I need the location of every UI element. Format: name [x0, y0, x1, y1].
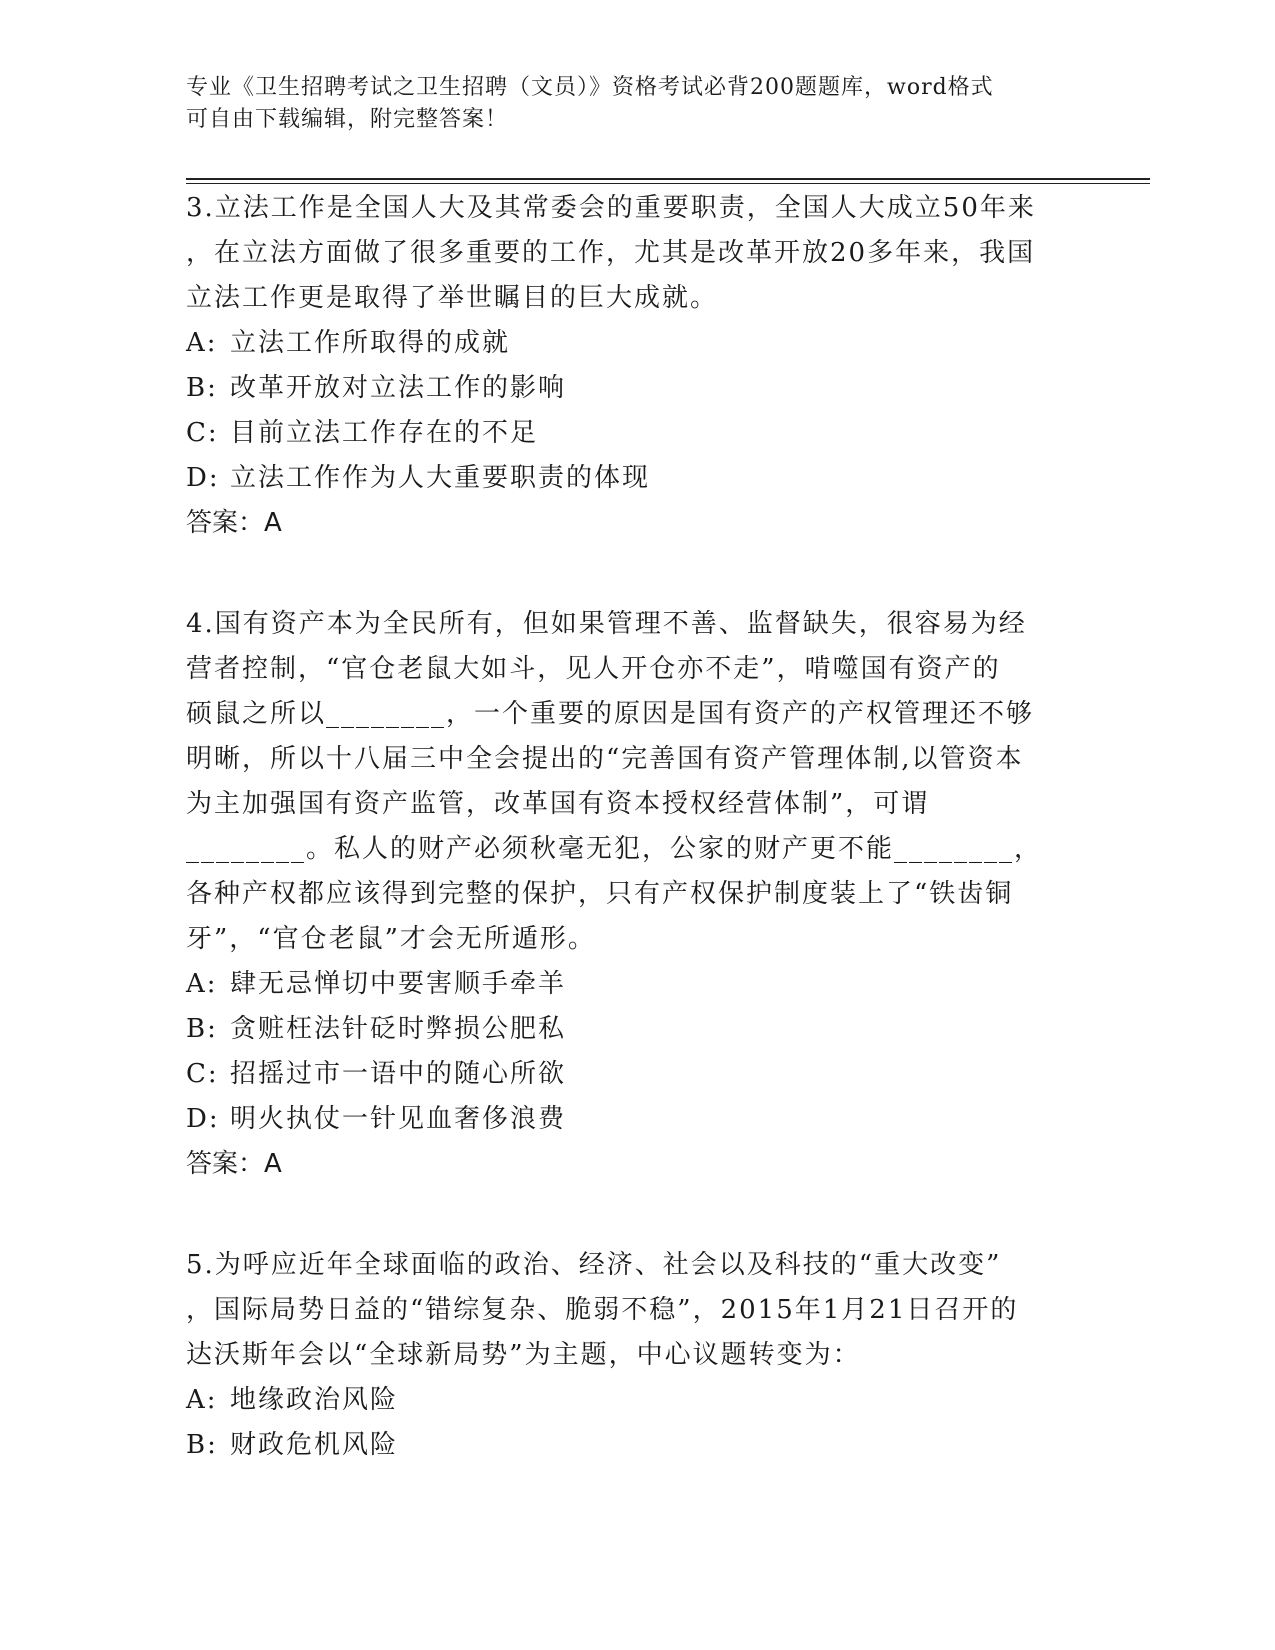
question-stem-line: 达沃斯年会以“全球新局势”为主题，中心议题转变为：	[186, 1340, 861, 1370]
option-d	[186, 456, 1086, 501]
question-list	[186, 186, 1086, 1468]
option-text: 贪赃枉法针砭时弊损公肥私	[230, 1014, 567, 1044]
option-a	[186, 962, 1086, 1007]
header-line-1: 专业《卫生招聘考试之卫生招聘（文员）》资格考试必背200题题库，word格式	[186, 75, 994, 100]
header-divider-thick	[186, 178, 1150, 180]
option-text: 招摇过市一语中的随心所欲	[230, 1059, 567, 1089]
question-stem-line: 硕鼠之所以________，一个重要的原因是国有资产的产权管理还不够	[186, 699, 1035, 729]
option-letter: A:	[186, 1385, 218, 1415]
question-stem-line: 牙”，“官仓老鼠”才会无所遁形。	[186, 924, 596, 954]
question-stem-line: 为主加强国有资产监管，改革国有资本授权经营体制”，可谓	[186, 789, 930, 819]
option-letter: B:	[186, 1014, 218, 1044]
question-stem-line: 明晰，所以十八届三中全会提出的“完善国有资产管理体制,以管资本	[186, 744, 1024, 774]
option-b	[186, 366, 1086, 411]
question-stem-line: 3.立法工作是全国人大及其常委会的重要职责，全国人大成立50年来	[186, 193, 1036, 223]
document-header	[186, 72, 1066, 136]
question-stem-line: 立法工作更是取得了举世瞩目的巨大成就。	[186, 283, 719, 313]
option-letter: D:	[186, 463, 220, 493]
option-letter: B:	[186, 373, 218, 403]
option-c	[186, 411, 1086, 456]
option-text: 立法工作所取得的成就	[230, 328, 511, 358]
option-text: 肆无忌惮切中要害顺手牵羊	[230, 969, 567, 999]
option-text: 明火执仗一针见血奢侈浪费	[230, 1104, 567, 1134]
answer-label: 答案：A	[186, 508, 282, 538]
question-3	[186, 186, 1086, 546]
option-letter: B:	[186, 1430, 218, 1460]
question-stem-line: 5.为呼应近年全球面临的政治、经济、社会以及科技的“重大改变”	[186, 1250, 1002, 1280]
option-text: 地缘政治风险	[230, 1385, 399, 1415]
question-stem-line: 各种产权都应该得到完整的保护，只有产权保护制度装上了“铁齿铜	[186, 879, 1014, 909]
question-5	[186, 1243, 1086, 1468]
question-spacer	[186, 546, 1086, 602]
option-c	[186, 1052, 1086, 1097]
header-divider-thin	[186, 183, 1150, 184]
option-letter: C:	[186, 418, 219, 448]
question-spacer	[186, 1187, 1086, 1243]
question-stem-line: ________。私人的财产必须秋毫无犯，公家的财产更不能________，	[186, 834, 1043, 864]
question-4	[186, 602, 1086, 1187]
question-stem-line: ，在立法方面做了很多重要的工作，尤其是改革开放20多年来，我国	[186, 238, 1036, 268]
option-text: 改革开放对立法工作的影响	[230, 373, 567, 403]
question-stem-line: 4.国有资产本为全民所有，但如果管理不善、监督缺失，很容易为经	[186, 609, 1027, 639]
option-text: 目前立法工作存在的不足	[230, 418, 539, 448]
option-text: 财政危机风险	[230, 1430, 399, 1460]
option-a	[186, 321, 1086, 366]
answer-label: 答案：A	[186, 1149, 282, 1179]
question-stem-line: ，国际局势日益的“错综复杂、脆弱不稳”，2015年1月21日召开的	[186, 1295, 1019, 1325]
option-letter: A:	[186, 328, 218, 358]
option-b	[186, 1007, 1086, 1052]
option-a	[186, 1378, 1086, 1423]
option-letter: C:	[186, 1059, 219, 1089]
question-stem-line: 营者控制，“官仓老鼠大如斗，见人开仓亦不走”，啃噬国有资产的	[186, 654, 1001, 684]
header-line-2: 可自由下载编辑，附完整答案！	[186, 107, 509, 132]
option-text: 立法工作作为人大重要职责的体现	[230, 463, 651, 493]
option-letter: A:	[186, 969, 218, 999]
option-b	[186, 1423, 1086, 1468]
option-letter: D:	[186, 1104, 220, 1134]
option-d	[186, 1097, 1086, 1142]
